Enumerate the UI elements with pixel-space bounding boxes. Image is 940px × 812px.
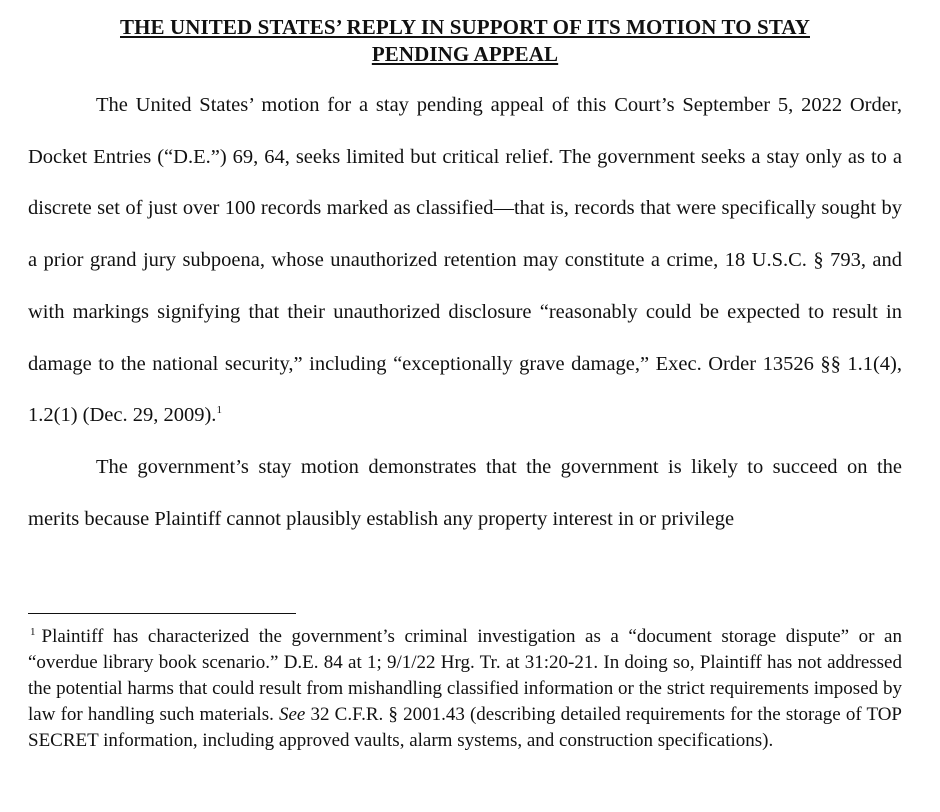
body-paragraph-2 bbox=[28, 442, 902, 545]
document-page bbox=[28, 14, 902, 545]
title-line-2: PENDING APPEAL bbox=[371, 42, 559, 66]
footnote-separator bbox=[28, 613, 296, 614]
title-line-1: THE UNITED STATES’ REPLY IN SUPPORT OF ITS MOTION TO STAY bbox=[120, 15, 810, 39]
footnote-marker: 1 bbox=[30, 625, 36, 638]
paragraph-1-text: The United States’ motion for a stay pending appeal of this Court’s September 5, 2022 Order, Docket Entries (“D.E.”) 69, 64, seeks limited but critical relief. The government seeks a stay only as to a discrete set of just over 100 records marked as classified—that is, records that were specifically sought by a prior grand jury subpoena, whose unauthorized retention may constitute a crime, 18 U.S.C. § 793, and with markings signifying that their unauthorized disclosure “reasonably could be expected to result in damage to the national security,” including “exceptionally grave damage,” Exec. Order 13526 §§ 1.1(4), 1.2(1) (Dec. 29, 2009). bbox=[28, 94, 902, 427]
footnote-text-part-1: Plaintiff has characterized the government’s criminal investigation as a “document storage dispute” or an “overdue library book scenario.” D.E. 84 at 1; 9/1/22 Hrg. Tr. at 31:20-21. In doing so, Plaintiff has not addressed the potential harms that could result from mishandling classified information or the strict requirements imposed by law for handling such materials. bbox=[28, 626, 902, 725]
footnote-see-signal: See bbox=[279, 704, 306, 725]
paragraph-2-text: The government’s stay motion demonstrates that the government is likely to succeed on the merits because Plaintiff cannot plausibly establish any property interest in or privilege bbox=[28, 455, 902, 530]
document-title bbox=[28, 14, 902, 68]
footnote-reference[interactable]: 1 bbox=[216, 404, 222, 417]
body-paragraph-1 bbox=[28, 80, 902, 442]
footnote-1 bbox=[28, 624, 902, 754]
footnote-text-part-2: 32 C.F.R. § 2001.43 (describing detailed requirements for the storage of TOP SECRET information, including approved vaults, alarm systems, and construction specifications). bbox=[28, 704, 903, 751]
